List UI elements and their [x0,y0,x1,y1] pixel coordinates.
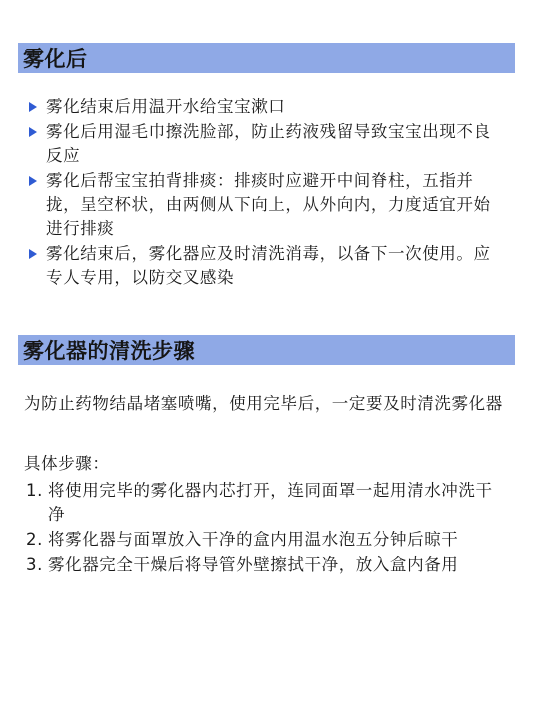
triangle-bullet-icon [29,127,37,137]
steps-label: 具体步骤： [24,454,110,473]
list-item-text: 雾化结束后，雾化器应及时清洗消毒，以备下一次使用。应专人专用，以防交叉感染 [46,244,491,287]
step-number: 2. [26,530,43,549]
triangle-bullet-icon [29,102,37,112]
section-title-text: 雾化器的清洗步骤 [23,339,195,363]
step-number: 1. [26,481,43,500]
list-item [27,169,507,241]
after-nebulization-list [27,95,507,291]
list-item-text: 雾化结束后用温开水给宝宝漱口 [46,97,286,116]
list-item [27,95,507,119]
list-item-text: 雾化后帮宝宝拍背排痰：排痰时应避开中间脊柱，五指并拢，呈空杯状，由两侧从下向上，从外向内，力度适宜开始进行排痰 [46,171,491,238]
section-title-cleaning-steps [18,335,515,365]
step-item [24,553,508,577]
triangle-bullet-icon [29,249,37,259]
section-title-after-nebulization [18,43,515,73]
step-text: 将使用完毕的雾化器内芯打开，连同面罩一起用清水冲洗干净 [48,481,493,524]
step-text: 将雾化器与面罩放入干净的盒内用温水泡五分钟后晾干 [48,530,459,549]
list-item-text: 雾化后用湿毛巾擦洗脸部，防止药液残留导致宝宝出现不良反应 [46,122,491,165]
cleaning-intro-paragraph: 为防止药物结晶堵塞喷嘴，使用完毕后，一定要及时清洗雾化器 [24,394,503,413]
section-title-text: 雾化后 [23,47,88,71]
step-item [24,528,508,552]
triangle-bullet-icon [29,176,37,186]
step-text: 雾化器完全干燥后将导管外壁擦拭干净，放入盒内备用 [48,555,459,574]
cleaning-steps-list [24,479,508,578]
list-item [27,242,507,290]
list-item [27,120,507,168]
step-item [24,479,508,527]
step-number: 3. [26,555,43,574]
